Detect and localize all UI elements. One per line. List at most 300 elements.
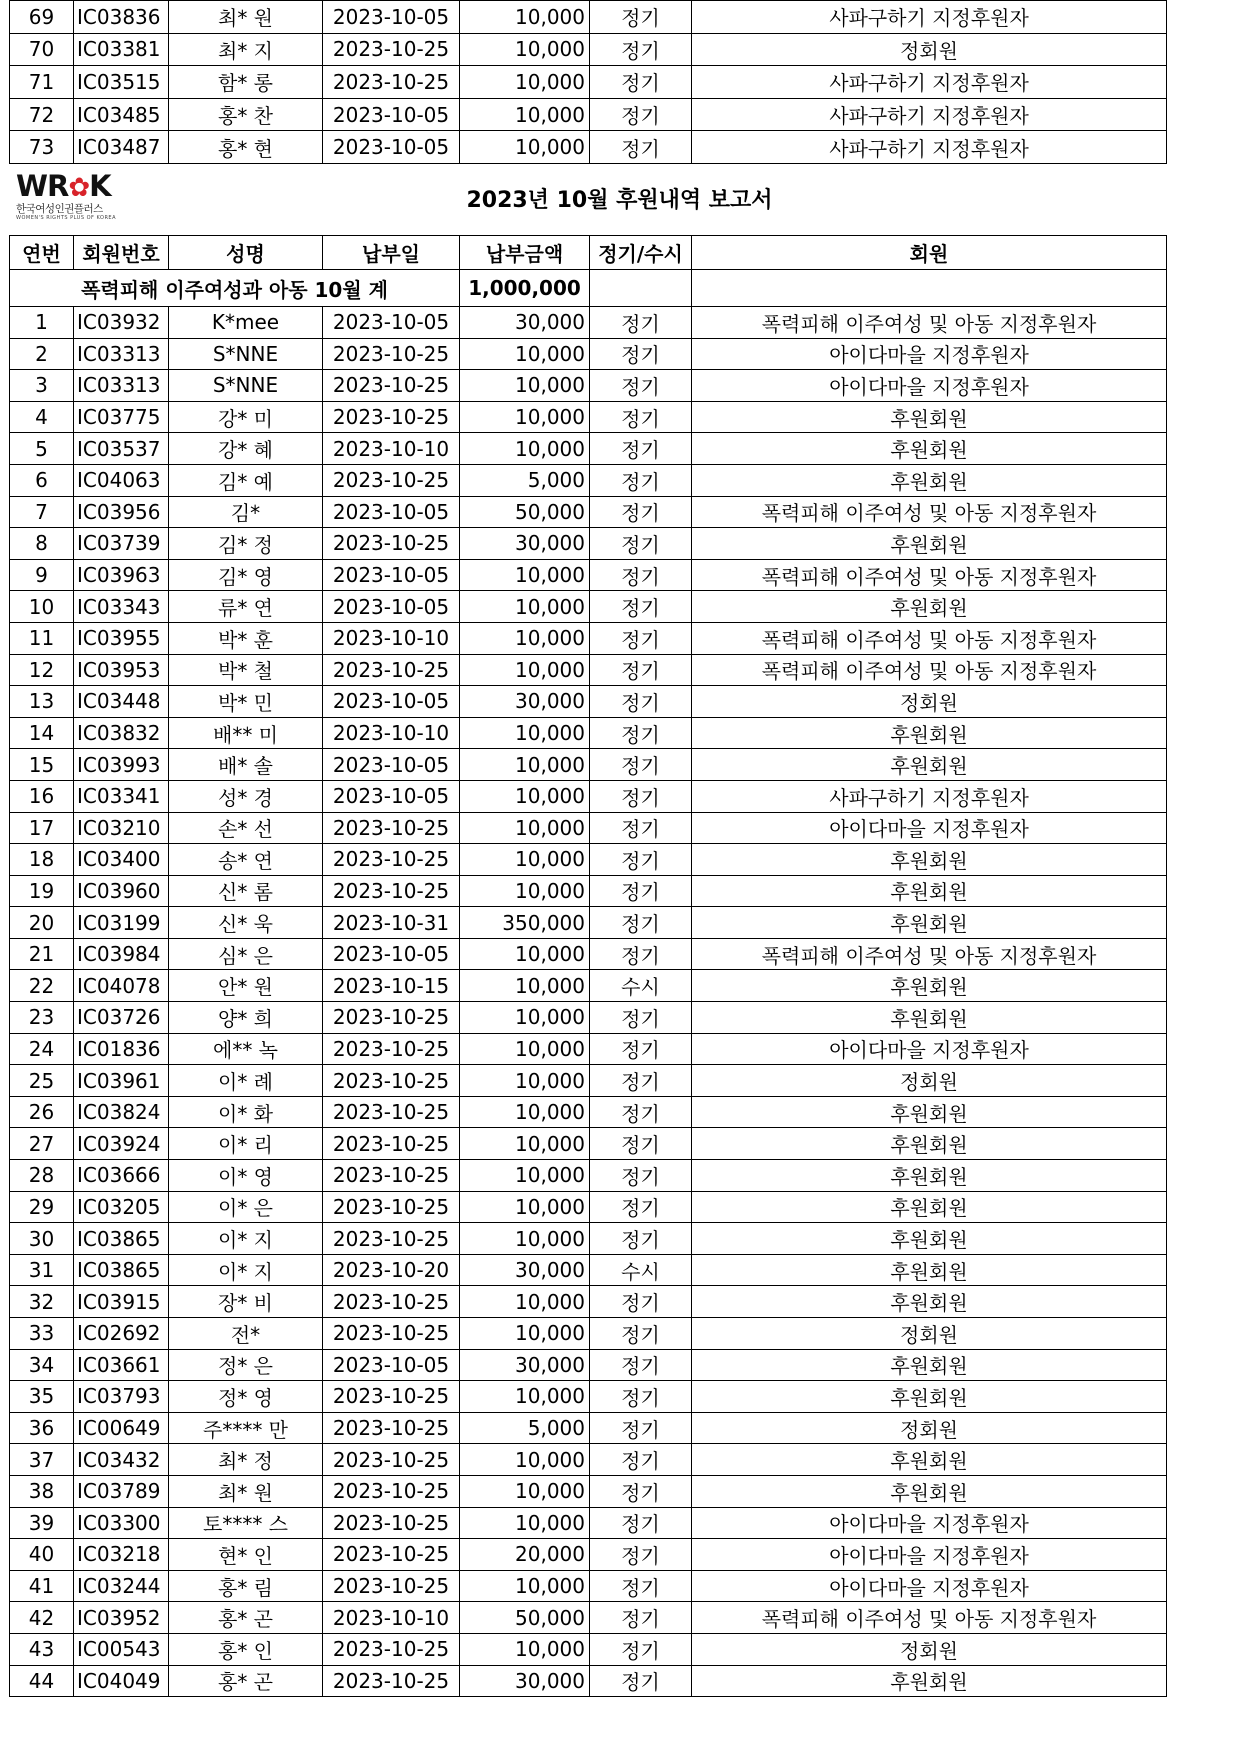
cell-amount: 10,000 (460, 559, 590, 591)
cell-name: 홍* 현 (169, 131, 323, 164)
table-row (10, 559, 1167, 591)
cell-name: 이* 영 (169, 1160, 323, 1192)
table-row (10, 1475, 1167, 1507)
cell-name: 최* 지 (169, 33, 323, 66)
cell-id: IC03381 (74, 33, 169, 66)
cell-date: 2023-10-25 (323, 875, 460, 907)
cell-type: 정기 (590, 591, 692, 623)
subtotal-empty-type (590, 270, 692, 307)
cell-member: 후원회원 (692, 1475, 1167, 1507)
table-row (10, 1381, 1167, 1413)
cell-member: 후원회원 (692, 907, 1167, 939)
table-row (10, 370, 1167, 402)
cell-id: IC03993 (74, 749, 169, 781)
cell-date: 2023-10-25 (323, 1065, 460, 1097)
cell-name: 배* 솔 (169, 749, 323, 781)
cell-name: 정* 은 (169, 1349, 323, 1381)
cell-amount: 10,000 (460, 1286, 590, 1318)
cell-id: IC03432 (74, 1444, 169, 1476)
cell-no: 14 (10, 717, 74, 749)
cell-id: IC03865 (74, 1223, 169, 1255)
cell-id: IC03448 (74, 686, 169, 718)
cell-member: 사파구하기 지정후원자 (692, 780, 1167, 812)
table-row (10, 749, 1167, 781)
cell-no: 33 (10, 1318, 74, 1350)
cell-id: IC03487 (74, 131, 169, 164)
cell-type: 정기 (590, 938, 692, 970)
cell-member: 후원회원 (692, 1002, 1167, 1034)
cell-name: 함* 롱 (169, 66, 323, 99)
cell-member: 사파구하기 지정후원자 (692, 66, 1167, 99)
cell-amount: 10,000 (460, 1507, 590, 1539)
cell-amount: 50,000 (460, 496, 590, 528)
cell-id: IC03953 (74, 654, 169, 686)
cell-name: 주**** 만 (169, 1412, 323, 1444)
cell-id: IC03955 (74, 622, 169, 654)
cell-type: 정기 (590, 1096, 692, 1128)
table-row (10, 1286, 1167, 1318)
cell-type: 정기 (590, 464, 692, 496)
cell-name: S*NNE (169, 338, 323, 370)
cell-id: IC03313 (74, 338, 169, 370)
cell-member: 후원회원 (692, 1444, 1167, 1476)
cell-amount: 50,000 (460, 1602, 590, 1634)
cell-amount: 10,000 (460, 875, 590, 907)
cell-id: IC03789 (74, 1475, 169, 1507)
cell-amount: 10,000 (460, 1381, 590, 1413)
cell-no: 30 (10, 1223, 74, 1255)
cell-date: 2023-10-25 (323, 338, 460, 370)
table-row (10, 1507, 1167, 1539)
cell-id: IC03210 (74, 812, 169, 844)
cell-no: 25 (10, 1065, 74, 1097)
cell-no: 42 (10, 1602, 74, 1634)
cell-amount: 10,000 (460, 1002, 590, 1034)
cell-no: 15 (10, 749, 74, 781)
cell-date: 2023-10-25 (323, 1128, 460, 1160)
cell-id: IC03205 (74, 1191, 169, 1223)
cell-type: 수시 (590, 1254, 692, 1286)
cell-member: 아이다마을 지정후원자 (692, 338, 1167, 370)
cell-type: 정기 (590, 1065, 692, 1097)
cell-no: 37 (10, 1444, 74, 1476)
header-member: 회원 (692, 236, 1167, 270)
cell-date: 2023-10-31 (323, 907, 460, 939)
cell-member: 후원회원 (692, 1254, 1167, 1286)
cell-member: 사파구하기 지정후원자 (692, 98, 1167, 131)
cell-member: 아이다마을 지정후원자 (692, 1539, 1167, 1571)
cell-date: 2023-10-10 (323, 717, 460, 749)
cell-amount: 30,000 (460, 1665, 590, 1697)
table-row (10, 66, 1167, 99)
cell-name: 양* 희 (169, 1002, 323, 1034)
cell-type: 정기 (590, 1318, 692, 1350)
cell-date: 2023-10-25 (323, 1475, 460, 1507)
table-row (10, 338, 1167, 370)
cell-member: 후원회원 (692, 591, 1167, 623)
cell-no: 38 (10, 1475, 74, 1507)
table-row (10, 1096, 1167, 1128)
table-row (10, 1128, 1167, 1160)
previous-page-rows (10, 1, 1167, 164)
cell-type: 정기 (590, 1475, 692, 1507)
cell-id: IC03537 (74, 433, 169, 465)
cell-id: IC03515 (74, 66, 169, 99)
cell-date: 2023-10-25 (323, 1381, 460, 1413)
cell-amount: 10,000 (460, 33, 590, 66)
cell-member: 후원회원 (692, 1381, 1167, 1413)
cell-date: 2023-10-05 (323, 591, 460, 623)
cell-date: 2023-10-05 (323, 559, 460, 591)
cell-type: 정기 (590, 875, 692, 907)
cell-name: 김* 예 (169, 464, 323, 496)
cell-amount: 10,000 (460, 1033, 590, 1065)
table-row (10, 780, 1167, 812)
cell-type: 정기 (590, 1381, 692, 1413)
cell-name: 이* 지 (169, 1223, 323, 1255)
cell-date: 2023-10-20 (323, 1254, 460, 1286)
cell-id: IC03400 (74, 844, 169, 876)
cell-amount: 10,000 (460, 654, 590, 686)
table-row (10, 1254, 1167, 1286)
cell-amount: 10,000 (460, 844, 590, 876)
cell-id: IC03960 (74, 875, 169, 907)
cell-type: 정기 (590, 33, 692, 66)
cell-member: 폭력피해 이주여성 및 아동 지정후원자 (692, 496, 1167, 528)
cell-type: 정기 (590, 338, 692, 370)
cell-date: 2023-10-25 (323, 1665, 460, 1697)
table-row (10, 1033, 1167, 1065)
cell-member: 후원회원 (692, 1191, 1167, 1223)
cell-name: 홍* 곤 (169, 1665, 323, 1697)
cell-id: IC03343 (74, 591, 169, 623)
cell-member: 정회원 (692, 686, 1167, 718)
donation-rows (10, 270, 1167, 1697)
cell-no: 23 (10, 1002, 74, 1034)
cell-name: 홍* 인 (169, 1633, 323, 1665)
cell-type: 정기 (590, 622, 692, 654)
cell-type: 정기 (590, 1128, 692, 1160)
cell-date: 2023-10-25 (323, 1096, 460, 1128)
cell-type: 정기 (590, 1507, 692, 1539)
cell-amount: 10,000 (460, 749, 590, 781)
cell-name: 홍* 찬 (169, 98, 323, 131)
cell-type: 정기 (590, 1633, 692, 1665)
cell-date: 2023-10-25 (323, 401, 460, 433)
cell-name: 홍* 곤 (169, 1602, 323, 1634)
cell-no: 8 (10, 528, 74, 560)
cell-name: 김* 정 (169, 528, 323, 560)
cell-no: 10 (10, 591, 74, 623)
table-row (10, 812, 1167, 844)
cell-amount: 10,000 (460, 1570, 590, 1602)
cell-name: 신* 롬 (169, 875, 323, 907)
cell-id: IC04078 (74, 970, 169, 1002)
cell-date: 2023-10-05 (323, 1349, 460, 1381)
table-row (10, 717, 1167, 749)
cell-amount: 10,000 (460, 433, 590, 465)
cell-name: 박* 민 (169, 686, 323, 718)
cell-no: 12 (10, 654, 74, 686)
cell-date: 2023-10-05 (323, 686, 460, 718)
logo-mark: WR✿K (16, 169, 111, 203)
cell-type: 정기 (590, 686, 692, 718)
cell-amount: 30,000 (460, 1349, 590, 1381)
cell-member: 후원회원 (692, 1160, 1167, 1192)
cell-member: 후원회원 (692, 1223, 1167, 1255)
cell-no: 40 (10, 1539, 74, 1571)
cell-no: 4 (10, 401, 74, 433)
table-row (10, 1002, 1167, 1034)
cell-name: K*mee (169, 307, 323, 339)
cell-amount: 10,000 (460, 1633, 590, 1665)
cell-no: 70 (10, 33, 74, 66)
cell-amount: 10,000 (460, 780, 590, 812)
cell-id: IC03915 (74, 1286, 169, 1318)
cell-no: 36 (10, 1412, 74, 1444)
table-row (10, 1665, 1167, 1697)
cell-no: 72 (10, 98, 74, 131)
cell-id: IC03793 (74, 1381, 169, 1413)
table-row (10, 654, 1167, 686)
cell-id: IC02692 (74, 1318, 169, 1350)
cell-date: 2023-10-25 (323, 844, 460, 876)
cell-type: 정기 (590, 307, 692, 339)
table-row (10, 1191, 1167, 1223)
cell-no: 9 (10, 559, 74, 591)
cell-name: 배** 미 (169, 717, 323, 749)
cell-amount: 10,000 (460, 370, 590, 402)
cell-id: IC03726 (74, 1002, 169, 1034)
cell-amount: 10,000 (460, 1318, 590, 1350)
cell-member: 후원회원 (692, 844, 1167, 876)
header-no: 연번 (10, 236, 74, 270)
cell-type: 정기 (590, 1002, 692, 1034)
cell-name: 이* 은 (169, 1191, 323, 1223)
cell-member: 후원회원 (692, 1665, 1167, 1697)
table-row (10, 907, 1167, 939)
cell-type: 정기 (590, 1665, 692, 1697)
cell-member: 후원회원 (692, 1096, 1167, 1128)
donation-table (9, 235, 1167, 1697)
cell-member: 후원회원 (692, 875, 1167, 907)
cell-member: 아이다마을 지정후원자 (692, 1570, 1167, 1602)
table-row (10, 938, 1167, 970)
cell-date: 2023-10-25 (323, 464, 460, 496)
cell-id: IC03199 (74, 907, 169, 939)
cell-date: 2023-10-05 (323, 496, 460, 528)
cell-date: 2023-10-25 (323, 1507, 460, 1539)
cell-name: 송* 연 (169, 844, 323, 876)
cell-member: 후원회원 (692, 401, 1167, 433)
cell-date: 2023-10-25 (323, 370, 460, 402)
cell-type: 정기 (590, 1033, 692, 1065)
cell-no: 13 (10, 686, 74, 718)
cell-no: 32 (10, 1286, 74, 1318)
heart-flower-icon: ✿ (68, 173, 90, 203)
cell-name: 안* 원 (169, 970, 323, 1002)
cell-date: 2023-10-25 (323, 1570, 460, 1602)
cell-id: IC03300 (74, 1507, 169, 1539)
cell-id: IC03775 (74, 401, 169, 433)
cell-no: 21 (10, 938, 74, 970)
cell-member: 후원회원 (692, 1349, 1167, 1381)
cell-no: 35 (10, 1381, 74, 1413)
cell-id: IC03956 (74, 496, 169, 528)
cell-type: 정기 (590, 401, 692, 433)
table-row (10, 401, 1167, 433)
cell-no: 7 (10, 496, 74, 528)
cell-date: 2023-10-25 (323, 654, 460, 686)
cell-no: 34 (10, 1349, 74, 1381)
cell-date: 2023-10-05 (323, 780, 460, 812)
cell-id: IC03932 (74, 307, 169, 339)
cell-no: 5 (10, 433, 74, 465)
cell-id: IC03952 (74, 1602, 169, 1634)
cell-member: 폭력피해 이주여성 및 아동 지정후원자 (692, 654, 1167, 686)
cell-amount: 10,000 (460, 131, 590, 164)
cell-amount: 20,000 (460, 1539, 590, 1571)
cell-amount: 10,000 (460, 1444, 590, 1476)
cell-amount: 10,000 (460, 1191, 590, 1223)
cell-no: 6 (10, 464, 74, 496)
cell-amount: 5,000 (460, 1412, 590, 1444)
cell-name: 이* 례 (169, 1065, 323, 1097)
cell-name: 손* 선 (169, 812, 323, 844)
table-row (10, 1539, 1167, 1571)
cell-member: 아이다마을 지정후원자 (692, 1033, 1167, 1065)
cell-amount: 10,000 (460, 938, 590, 970)
cell-amount: 10,000 (460, 1065, 590, 1097)
cell-id: IC03832 (74, 717, 169, 749)
cell-amount: 30,000 (460, 307, 590, 339)
cell-name: 김* (169, 496, 323, 528)
table-row (10, 1160, 1167, 1192)
cell-amount: 10,000 (460, 717, 590, 749)
cell-member: 후원회원 (692, 1286, 1167, 1318)
cell-date: 2023-10-25 (323, 528, 460, 560)
table-row (10, 464, 1167, 496)
cell-member: 후원회원 (692, 464, 1167, 496)
cell-no: 41 (10, 1570, 74, 1602)
cell-id: IC03485 (74, 98, 169, 131)
cell-name: 박* 훈 (169, 622, 323, 654)
cell-name: 최* 원 (169, 1475, 323, 1507)
cell-type: 정기 (590, 131, 692, 164)
previous-page-table (9, 0, 1167, 164)
cell-type: 정기 (590, 528, 692, 560)
subtotal-amount: 1,000,000 (460, 270, 590, 307)
cell-type: 정기 (590, 654, 692, 686)
cell-amount: 10,000 (460, 1475, 590, 1507)
cell-type: 정기 (590, 1602, 692, 1634)
cell-id: IC03836 (74, 1, 169, 34)
cell-type: 정기 (590, 1349, 692, 1381)
cell-id: IC03661 (74, 1349, 169, 1381)
table-row (10, 1318, 1167, 1350)
cell-name: 강* 혜 (169, 433, 323, 465)
cell-type: 정기 (590, 370, 692, 402)
cell-type: 정기 (590, 844, 692, 876)
cell-id: IC04063 (74, 464, 169, 496)
cell-amount: 30,000 (460, 686, 590, 718)
cell-id: IC03865 (74, 1254, 169, 1286)
cell-amount: 10,000 (460, 1223, 590, 1255)
cell-type: 정기 (590, 1570, 692, 1602)
cell-date: 2023-10-05 (323, 938, 460, 970)
cell-date: 2023-10-10 (323, 433, 460, 465)
cell-date: 2023-10-25 (323, 1318, 460, 1350)
cell-member: 후원회원 (692, 433, 1167, 465)
table-row (10, 1633, 1167, 1665)
table-row (10, 1349, 1167, 1381)
cell-date: 2023-10-25 (323, 1412, 460, 1444)
cell-name: 장* 비 (169, 1286, 323, 1318)
cell-amount: 30,000 (460, 528, 590, 560)
cell-no: 20 (10, 907, 74, 939)
cell-name: 정* 영 (169, 1381, 323, 1413)
cell-member: 후원회원 (692, 1128, 1167, 1160)
cell-no: 73 (10, 131, 74, 164)
cell-date: 2023-10-25 (323, 1633, 460, 1665)
table-row (10, 33, 1167, 66)
table-row (10, 1223, 1167, 1255)
cell-id: IC00649 (74, 1412, 169, 1444)
cell-name: S*NNE (169, 370, 323, 402)
table-row (10, 1444, 1167, 1476)
cell-id: IC03341 (74, 780, 169, 812)
table-row (10, 1602, 1167, 1634)
cell-member: 정회원 (692, 1633, 1167, 1665)
cell-id: IC03924 (74, 1128, 169, 1160)
cell-name: 이* 지 (169, 1254, 323, 1286)
table-row (10, 591, 1167, 623)
cell-date: 2023-10-25 (323, 66, 460, 99)
cell-id: IC03313 (74, 370, 169, 402)
cell-name: 신* 욱 (169, 907, 323, 939)
cell-date: 2023-10-25 (323, 33, 460, 66)
cell-name: 심* 은 (169, 938, 323, 970)
cell-name: 최* 원 (169, 1, 323, 34)
cell-type: 정기 (590, 559, 692, 591)
table-row (10, 1412, 1167, 1444)
cell-type: 정기 (590, 1286, 692, 1318)
cell-date: 2023-10-25 (323, 1286, 460, 1318)
cell-id: IC03824 (74, 1096, 169, 1128)
cell-no: 16 (10, 780, 74, 812)
cell-name: 류* 연 (169, 591, 323, 623)
cell-date: 2023-10-05 (323, 749, 460, 781)
cell-name: 성* 경 (169, 780, 323, 812)
table-header-row (10, 236, 1167, 270)
header-type: 정기/수시 (590, 236, 692, 270)
cell-date: 2023-10-25 (323, 1033, 460, 1065)
cell-date: 2023-10-25 (323, 1002, 460, 1034)
cell-amount: 10,000 (460, 66, 590, 99)
cell-id: IC03244 (74, 1570, 169, 1602)
cell-member: 사파구하기 지정후원자 (692, 131, 1167, 164)
header-name: 성명 (169, 236, 323, 270)
cell-member: 정회원 (692, 1318, 1167, 1350)
cell-name: 강* 미 (169, 401, 323, 433)
cell-date: 2023-10-25 (323, 1223, 460, 1255)
cell-member: 아이다마을 지정후원자 (692, 1507, 1167, 1539)
header-amount: 납부금액 (460, 236, 590, 270)
table-row (10, 1, 1167, 34)
cell-name: 최* 정 (169, 1444, 323, 1476)
logo-english-name: WOMEN'S RIGHTS PLUS OF KOREA (16, 215, 117, 221)
cell-no: 1 (10, 307, 74, 339)
